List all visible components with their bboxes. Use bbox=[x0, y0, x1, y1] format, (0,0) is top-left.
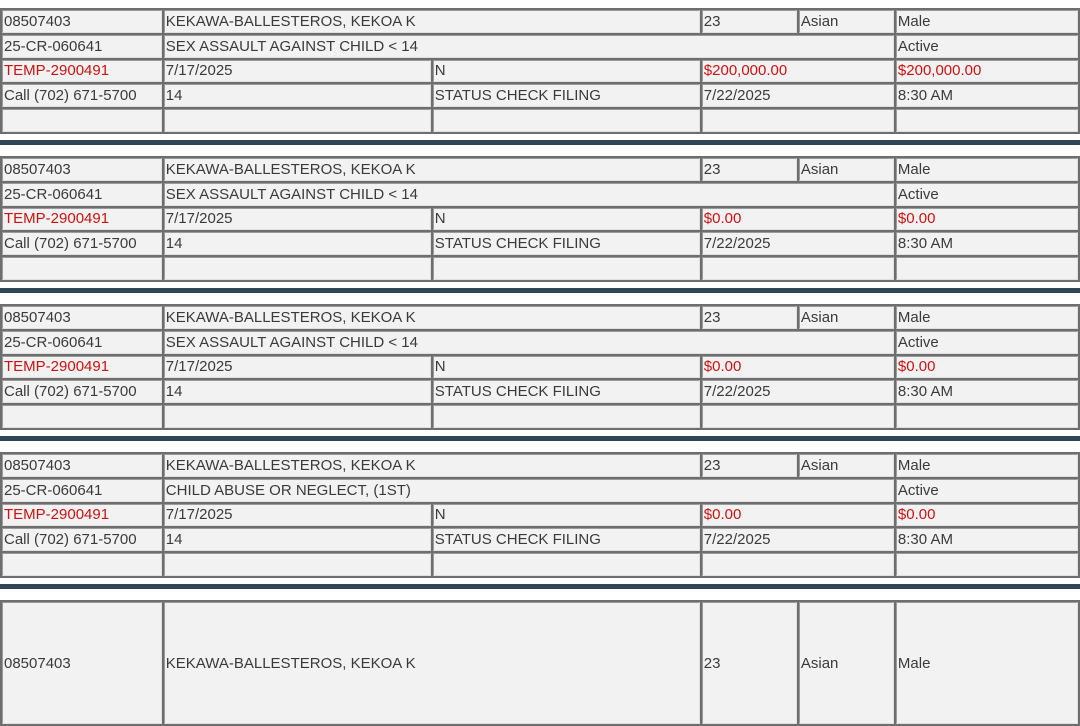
bail-amount: $0.00 bbox=[702, 504, 894, 527]
table-row bbox=[2, 208, 1078, 231]
phone-number: Call (702) 671-5700 bbox=[2, 380, 162, 403]
table-row bbox=[2, 183, 1078, 206]
hearing-time: 8:30 AM bbox=[896, 380, 1078, 403]
bail-amount: $200,000.00 bbox=[702, 60, 894, 83]
case-number: 25-CR-060641 bbox=[2, 479, 162, 502]
inmate-name: KEKAWA-BALLESTEROS, KEKOA K bbox=[164, 602, 700, 724]
empty-cell bbox=[702, 257, 894, 280]
record-table bbox=[0, 452, 1080, 578]
empty-cell bbox=[164, 553, 431, 576]
race: Asian bbox=[799, 158, 894, 181]
department: 14 bbox=[164, 528, 431, 551]
age: 23 bbox=[702, 306, 797, 329]
record-table bbox=[0, 156, 1080, 282]
inmate-id: 08507403 bbox=[2, 10, 162, 33]
race: Asian bbox=[799, 602, 894, 724]
temp-id: TEMP-2900491 bbox=[2, 60, 162, 83]
table-row bbox=[2, 553, 1078, 576]
inmate-id: 08507403 bbox=[2, 454, 162, 477]
empty-cell bbox=[2, 109, 162, 132]
hearing-date: 7/22/2025 bbox=[702, 232, 894, 255]
bond-amount: $0.00 bbox=[896, 208, 1078, 231]
table-row bbox=[2, 257, 1078, 280]
inmate-name: KEKAWA-BALLESTEROS, KEKOA K bbox=[164, 454, 700, 477]
department: 14 bbox=[164, 84, 431, 107]
empty-cell bbox=[433, 405, 700, 428]
table-row bbox=[2, 306, 1078, 329]
race: Asian bbox=[799, 306, 894, 329]
empty-cell bbox=[2, 405, 162, 428]
record-table bbox=[0, 304, 1080, 430]
case-status: Active bbox=[896, 35, 1078, 58]
table-row bbox=[2, 504, 1078, 527]
empty-cell bbox=[164, 405, 431, 428]
table-row bbox=[2, 380, 1078, 403]
empty-cell bbox=[433, 553, 700, 576]
hearing-type: STATUS CHECK FILING bbox=[433, 84, 700, 107]
inmate-name: KEKAWA-BALLESTEROS, KEKOA K bbox=[164, 10, 700, 33]
empty-cell bbox=[433, 257, 700, 280]
hearing-time: 8:30 AM bbox=[896, 84, 1078, 107]
table-row bbox=[2, 84, 1078, 107]
table-row bbox=[2, 602, 1078, 724]
table-row bbox=[2, 109, 1078, 132]
sex: Male bbox=[896, 602, 1078, 724]
hearing-time: 8:30 AM bbox=[896, 528, 1078, 551]
sex: Male bbox=[896, 454, 1078, 477]
temp-id: TEMP-2900491 bbox=[2, 504, 162, 527]
table-row bbox=[2, 454, 1078, 477]
table-row bbox=[2, 405, 1078, 428]
temp-id: TEMP-2900491 bbox=[2, 208, 162, 231]
booking-date: 7/17/2025 bbox=[164, 208, 431, 231]
empty-cell bbox=[702, 553, 894, 576]
empty-cell bbox=[433, 109, 700, 132]
bond-amount: $200,000.00 bbox=[896, 60, 1078, 83]
bail-amount: $0.00 bbox=[702, 208, 894, 231]
empty-cell bbox=[2, 553, 162, 576]
table-row bbox=[2, 158, 1078, 181]
case-number: 25-CR-060641 bbox=[2, 35, 162, 58]
phone-number: Call (702) 671-5700 bbox=[2, 232, 162, 255]
empty-cell bbox=[164, 257, 431, 280]
case-status: Active bbox=[896, 183, 1078, 206]
table-row bbox=[2, 356, 1078, 379]
record-separator bbox=[0, 584, 1080, 589]
record-table bbox=[0, 8, 1080, 134]
sex: Male bbox=[896, 10, 1078, 33]
record-table bbox=[0, 600, 1080, 726]
record-separator bbox=[0, 140, 1080, 145]
booking-date: 7/17/2025 bbox=[164, 60, 431, 83]
empty-cell bbox=[164, 109, 431, 132]
hearing-time: 8:30 AM bbox=[896, 232, 1078, 255]
record-separator bbox=[0, 436, 1080, 441]
empty-cell bbox=[2, 257, 162, 280]
hearing-date: 7/22/2025 bbox=[702, 528, 894, 551]
empty-cell bbox=[702, 109, 894, 132]
table-row bbox=[2, 10, 1078, 33]
hearing-type: STATUS CHECK FILING bbox=[433, 528, 700, 551]
hearing-date: 7/22/2025 bbox=[702, 380, 894, 403]
race: Asian bbox=[799, 454, 894, 477]
hearing-date: 7/22/2025 bbox=[702, 84, 894, 107]
age: 23 bbox=[702, 158, 797, 181]
empty-cell bbox=[896, 257, 1078, 280]
charge-description: SEX ASSAULT AGAINST CHILD < 14 bbox=[164, 331, 894, 354]
booking-date: 7/17/2025 bbox=[164, 356, 431, 379]
inmate-id: 08507403 bbox=[2, 158, 162, 181]
case-status: Active bbox=[896, 331, 1078, 354]
case-number: 25-CR-060641 bbox=[2, 183, 162, 206]
hearing-type: STATUS CHECK FILING bbox=[433, 380, 700, 403]
sex: Male bbox=[896, 306, 1078, 329]
temp-id: TEMP-2900491 bbox=[2, 356, 162, 379]
case-status: Active bbox=[896, 479, 1078, 502]
age: 23 bbox=[702, 10, 797, 33]
empty-cell bbox=[896, 553, 1078, 576]
bail-amount: $0.00 bbox=[702, 356, 894, 379]
table-row bbox=[2, 60, 1078, 83]
hearing-type: STATUS CHECK FILING bbox=[433, 232, 700, 255]
charge-description: SEX ASSAULT AGAINST CHILD < 14 bbox=[164, 35, 894, 58]
empty-cell bbox=[896, 109, 1078, 132]
flag: N bbox=[433, 208, 700, 231]
inmate-id: 08507403 bbox=[2, 306, 162, 329]
age: 23 bbox=[702, 602, 797, 724]
table-row bbox=[2, 528, 1078, 551]
bond-amount: $0.00 bbox=[896, 504, 1078, 527]
inmate-name: KEKAWA-BALLESTEROS, KEKOA K bbox=[164, 306, 700, 329]
age: 23 bbox=[702, 454, 797, 477]
booking-date: 7/17/2025 bbox=[164, 504, 431, 527]
table-row bbox=[2, 232, 1078, 255]
charge-description: SEX ASSAULT AGAINST CHILD < 14 bbox=[164, 183, 894, 206]
sex: Male bbox=[896, 158, 1078, 181]
race: Asian bbox=[799, 10, 894, 33]
case-number: 25-CR-060641 bbox=[2, 331, 162, 354]
inmate-id: 08507403 bbox=[2, 602, 162, 724]
table-row bbox=[2, 35, 1078, 58]
record-separator bbox=[0, 288, 1080, 293]
department: 14 bbox=[164, 380, 431, 403]
inmate-name: KEKAWA-BALLESTEROS, KEKOA K bbox=[164, 158, 700, 181]
table-row bbox=[2, 331, 1078, 354]
empty-cell bbox=[896, 405, 1078, 428]
empty-cell bbox=[702, 405, 894, 428]
phone-number: Call (702) 671-5700 bbox=[2, 84, 162, 107]
table-row bbox=[2, 479, 1078, 502]
charge-description: CHILD ABUSE OR NEGLECT, (1ST) bbox=[164, 479, 894, 502]
department: 14 bbox=[164, 232, 431, 255]
flag: N bbox=[433, 356, 700, 379]
phone-number: Call (702) 671-5700 bbox=[2, 528, 162, 551]
flag: N bbox=[433, 504, 700, 527]
flag: N bbox=[433, 60, 700, 83]
bond-amount: $0.00 bbox=[896, 356, 1078, 379]
